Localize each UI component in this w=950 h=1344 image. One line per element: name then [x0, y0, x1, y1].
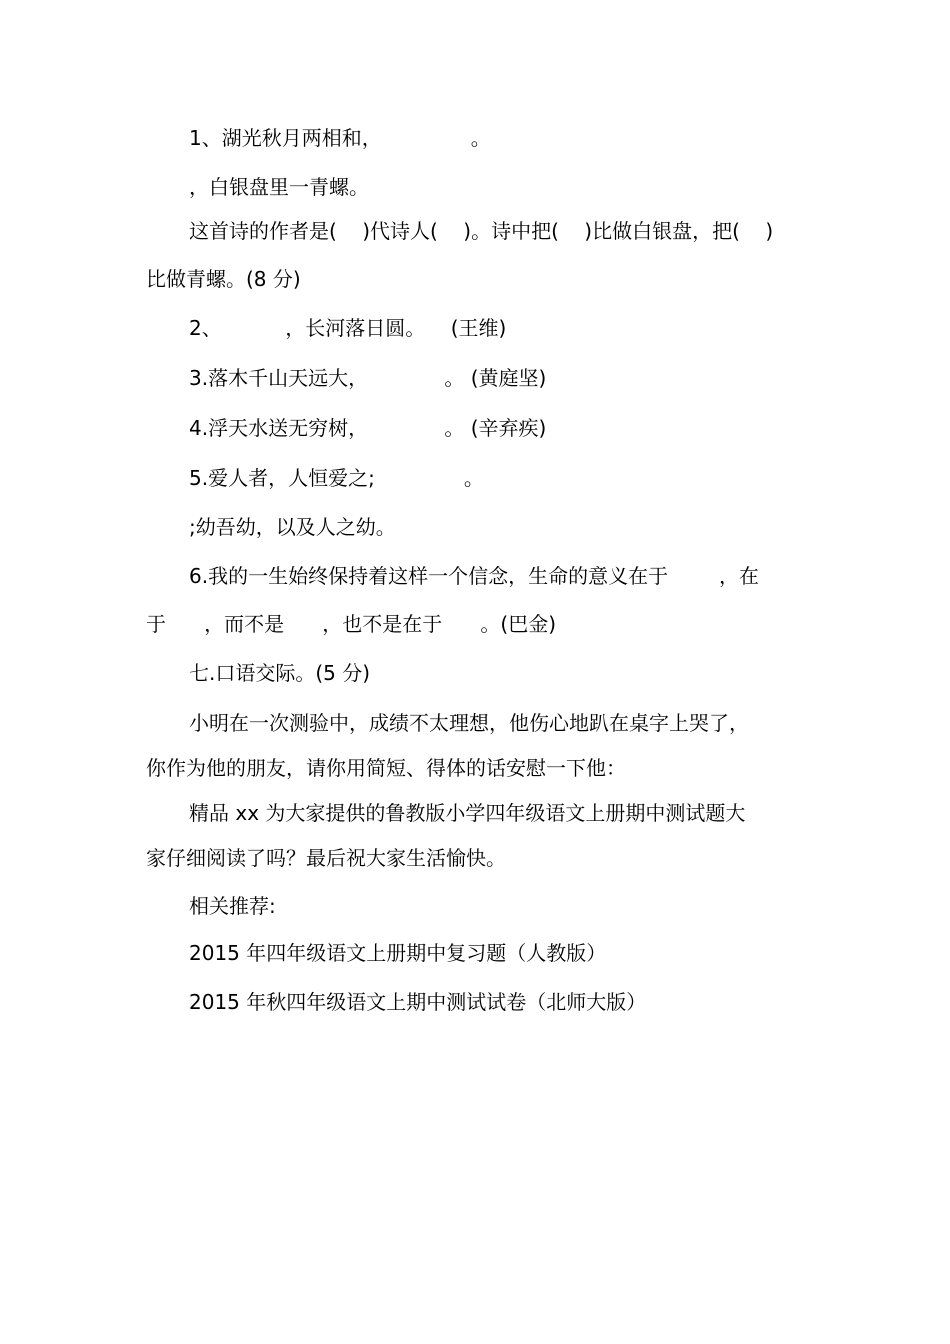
- fill-in-item-4: 4.浮天水送无穷树， 。 (辛弃疾): [189, 416, 547, 440]
- fill-in-item-6-continued: 于 ，而不是 ，也不是在于 。(巴金): [146, 612, 557, 636]
- oral-prompt-line-1: 小明在一次测验中，成绩不太理想，他伤心地趴在桌字上哭了，: [189, 711, 749, 735]
- related-link-1[interactable]: 2015 年四年级语文上册期中复习题（人教版）: [189, 941, 607, 965]
- poem-question-line-2: ，白银盘里一青螺。: [189, 175, 369, 199]
- fill-in-item-6: 6.我的一生始终保持着这样一个信念，生命的意义在于 ，在: [189, 564, 759, 588]
- poem-question-line-3: 这首诗的作者是( )代诗人( )。诗中把( )比做白银盘，把( ): [189, 219, 774, 243]
- related-heading: 相关推荐:: [189, 894, 276, 918]
- closing-paragraph-line-1: 精品 xx 为大家提供的鲁教版小学四年级语文上册期中测试题大: [189, 801, 746, 825]
- fill-in-item-5: 5.爱人者，人恒爱之; 。: [189, 466, 484, 490]
- fill-in-item-2: 2、 ，长河落日圆。 (王维): [189, 316, 507, 340]
- section-heading-oral: 七.口语交际。(5 分): [189, 661, 371, 685]
- poem-question-line-4: 比做青螺。(8 分): [146, 267, 301, 291]
- oral-prompt-line-2: 你作为他的朋友，请你用简短、得体的话安慰一下他：: [146, 756, 626, 780]
- poem-question-line-1: 1、湖光秋月两相和， 。: [189, 126, 491, 150]
- fill-in-item-3: 3.落木千山天远大， 。 (黄庭坚): [189, 366, 547, 390]
- fill-in-item-5-continued: ;幼吾幼，以及人之幼。: [189, 515, 396, 539]
- related-link-2[interactable]: 2015 年秋四年级语文上期中测试试卷（北师大版）: [189, 990, 647, 1014]
- closing-paragraph-line-2: 家仔细阅读了吗？最后祝大家生活愉快。: [146, 846, 506, 870]
